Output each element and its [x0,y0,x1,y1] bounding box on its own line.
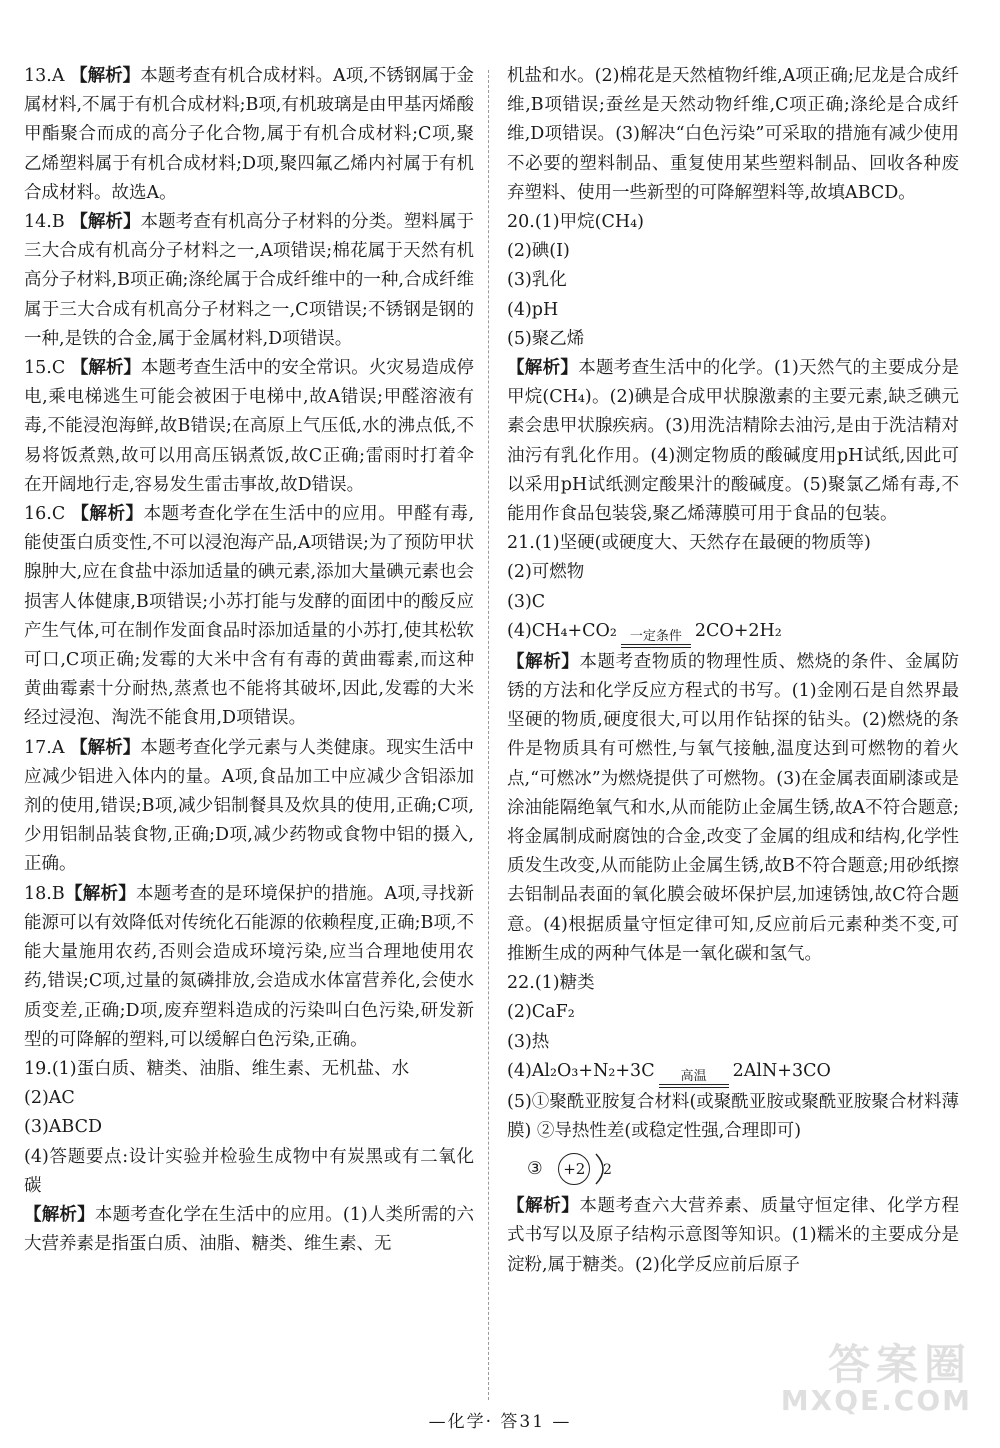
answer-part: (3)ABCD [24,1117,103,1138]
analysis-text: 本题考查六大营养素、质量守恒定律、化学方程式书写以及原子结构示意图等知识。(1)糯米的主要成分是淀粉,属于糖类。(2)化学反应前后原子 [507,1196,960,1275]
answer-part: (2)CaF₂ [507,1002,575,1023]
analysis-tag: 【解析】 [507,358,579,379]
watermark-url: MXQE.COM [780,1384,972,1417]
answer-16 [24,500,474,734]
answer-part: (4)答题要点:设计实验并检验生成物中有炭黑或有二氧化碳 [24,1146,474,1196]
analysis-19-continued: 机盐和水。(2)棉花是天然植物纤维,A项正确;尼龙是合成纤维,B项错误;蚕丝是天然动物纤维,C项正确;涤纶是合成纤维,D项错误。(3)解决“白色污染”可采取的措施有减少使用不必要的塑料制品、重复使用某些塑料制品、回收各种废弃塑料、使用一些新型的可降解塑料等,故填ABCD。 [507,66,959,203]
column-divider [488,70,489,1400]
analysis-tag: 【解析】 [70,212,141,233]
equation-reactants: (4)CH₄+CO₂ [507,620,617,641]
shell-electron-count: 2 [603,1162,613,1179]
reaction-condition: 高温 [680,1068,707,1084]
page-footer: —化学· 答31 — [428,1412,572,1432]
analysis-tag: 【解析】 [70,66,141,86]
answer-part: (1)坚硬(或硬度大、天然存在最硬的物质等) [534,533,871,554]
site-watermark [780,1332,982,1422]
electron-shell-arc [592,1152,618,1186]
answer-part: (1)甲烷(CH₄) [534,212,644,233]
analysis-text: 本题考查生活中的安全常识。火灾易造成停电,乘电梯逃生可能会被困于电梯中,故A错误;甲醛溶液有毒,不能浸泡海鲜,故B错误;在高原上气压低,水的沸点低,不易将饭煮熟,故可以用高压锅煮饭,故C正确;雷雨时打着伞在开阔地行走,容易发生雷击事故,故D错误。 [24,358,474,495]
question-number: 22. [507,973,535,994]
answer-part: (5)①聚酰亚胺复合材料(或聚酰亚胺或聚酰亚胺聚合材料薄膜) ②导热性差(或稳定性强,合理即可) [507,1091,959,1141]
answer-13 [24,62,474,208]
answer-22-line-1 [507,969,959,998]
answer-21-line-1 [507,529,959,558]
question-number: 15.C [24,358,66,379]
analysis-text: 本题考查化学在生活中的应用。(1)人类所需的六大营养素是指蛋白质、油脂、糖类、维生素、无 [24,1204,474,1255]
answer-part: (2)AC [24,1088,75,1109]
analysis-20 [507,354,959,529]
answer-14 [24,208,474,354]
answer-19 [24,1055,474,1259]
answer-part: (3)C [507,591,546,612]
analysis-tag: 【解析】 [507,1196,580,1217]
analysis-text: 本题考查生活中的化学。(1)天然气的主要成分是甲烷(CH₄)。(2)碘是合成甲状腺激素的主要元素,缺乏碘元素会患甲状腺疾病。(3)用洗洁精除去油污,是由于洗洁精对油污有乳化作用。(4)测定物质的酸碱度用pH试纸,因此可以采用pH试纸测定酸果汁的酸碱度。(5)聚氯乙烯有毒,不能用作食品包装袋,聚乙烯薄膜可用于食品的包装。 [507,358,959,525]
answer-part: (2)可燃物 [507,562,585,583]
answer-part: (5)聚乙烯 [507,328,585,349]
question-number: 21. [507,533,535,554]
analysis-21 [507,648,959,969]
left-column [24,62,474,1259]
answer-20-line-1 [507,208,959,237]
answer-17 [24,734,474,880]
reaction-condition: 一定条件 [629,628,682,644]
question-number: 14.B [24,212,65,233]
nucleus-charge: +2 [558,1153,590,1185]
atom-structure-diagram [558,1152,618,1186]
question-number: 17.A [24,737,65,758]
answer-15 [24,354,474,500]
equation-products: 2CO+2H₂ [694,620,782,641]
answer-part: (2)碘(I) [507,241,570,262]
answer-20 [507,208,959,529]
analysis-tag: 【解析】 [70,737,141,758]
analysis-tag: 【解析】 [64,883,136,904]
answer-22 [507,969,959,1280]
reaction-arrow [659,1070,729,1088]
analysis-text: 本题考查物质的物理性质、燃烧的条件、金属防锈的方法和化学反应方程式的书写。(1)金刚石是自然界最坚硬的物质,硬度很大,可以用作钻探的钻头。(2)燃烧的条件是物质具有可燃性,与氧气接触,温度达到可燃物的着火点,“可燃冰”为燃烧提供了可燃物。(3)在金属表面刷漆或是涂油能隔绝氧气和水,从而能防止金属生锈,故A不符合题意;将金属制成耐腐蚀的合金,改变了金属的组成和结构,化学性质发生改变,从而能防止金属生锈,故B不符合题意;用砂纸擦去铝制品表面的氧化膜会破坏保护层,加速锈蚀,故C符合题意。(4)根据质量守恒定律可知,反应前后元素种类不变,可推断生成的两种气体是一氧化碳和氢气。 [507,651,960,964]
analysis-text: 本题考查化学在生活中的应用。甲醛有毒,能使蛋白质变性,不可以浸泡海产品,A项错误;为了预防甲状腺肿大,应在食盐中添加适量的碘元素,添加大量碘元素也会损害人体健康,B项错误;小苏打能与发酵的面团中的酸反应产生气体,可在制作发面食品时添加适量的小苏打,使其松软可口,C项正确;发霉的大米中含有有毒的黄曲霉素,而这种黄曲霉素十分耐热,蒸煮也不能将其破坏,因此,发霉的大米经过浸泡、淘洗不能食用,D项错误。 [24,504,475,729]
analysis-tag: 【解析】 [507,651,580,672]
answer-part: (4)pH [507,299,559,320]
answer-21 [507,529,959,969]
answer-part: (3)热 [507,1031,550,1052]
watermark-logo-text: 答案圈 [827,1340,972,1389]
reaction-arrow [621,630,691,648]
question-number: 16.C [24,504,66,525]
analysis-19 [24,1201,474,1259]
equation-products: 2AlN+3CO [732,1060,831,1081]
analysis-text: 本题考查有机合成材料。A项,不锈钢属于金属材料,不属于有机合成材料;B项,有机玻璃是由甲基丙烯酸甲酯聚合而成的高分子化合物,属于有机合成材料;C项,聚乙烯塑料属于有机合成材料;D项,聚四氟乙烯内衬属于有机合成材料。故选A。 [24,66,474,203]
analysis-tag: 【解析】 [70,358,141,379]
question-number: 13.A [24,66,65,86]
answer-part: (3)乳化 [507,270,567,291]
equation-21 [507,617,959,648]
answer-part: ③ [527,1158,543,1179]
right-column [507,62,959,1280]
answer-part: (1)蛋白质、糖类、油脂、维生素、无机盐、水 [51,1058,410,1079]
answer-part: (1)糖类 [534,973,595,994]
analysis-text: 本题考查有机高分子材料的分类。塑料属于三大合成有机高分子材料之一,A项错误;棉花属于天然有机高分子材料,B项正确;涤纶属于合成纤维中的一种,合成纤维属于三大合成有机高分子材料之一,C项错误;不锈钢是钢的一种,是铁的合金,属于金属材料,D项错误。 [24,212,474,349]
question-number: 19. [24,1058,52,1079]
analysis-tag: 【解析】 [71,504,144,525]
question-number: 18.B [24,883,65,904]
equation-22 [507,1057,959,1088]
equation-reactants: (4)Al₂O₃+N₂+3C [507,1060,655,1081]
analysis-22 [507,1192,959,1280]
answer-18 [24,880,474,1055]
answer-19-line-1 [24,1055,474,1084]
atom-structure-line [507,1152,959,1186]
analysis-text: 本题考查化学元素与人类健康。现实生活中应减少铝进入体内的量。A项,食品加工中应减少含铝添加剂的使用,错误;B项,减少铝制餐具及炊具的使用,正确;C项,少用铝制品装食物,正确;D项,减少药物或食物中铝的摄入,正确。 [24,737,475,875]
analysis-tag: 【解析】 [24,1204,95,1225]
question-number: 20. [507,212,535,233]
analysis-text: 本题考查的是环境保护的措施。A项,寻找新能源可以有效降低对传统化石能源的依赖程度,正确;B项,不能大量施用农药,否则会造成环境污染,应当合理地使用农药,错误;C项,过量的氮磷排放,会造成水体富营养化,会使水质变差,正确;D项,废弃塑料造成的污染叫白色污染,研发新型的可降解的塑料,可以缓解白色污染,正确。 [24,883,475,1050]
